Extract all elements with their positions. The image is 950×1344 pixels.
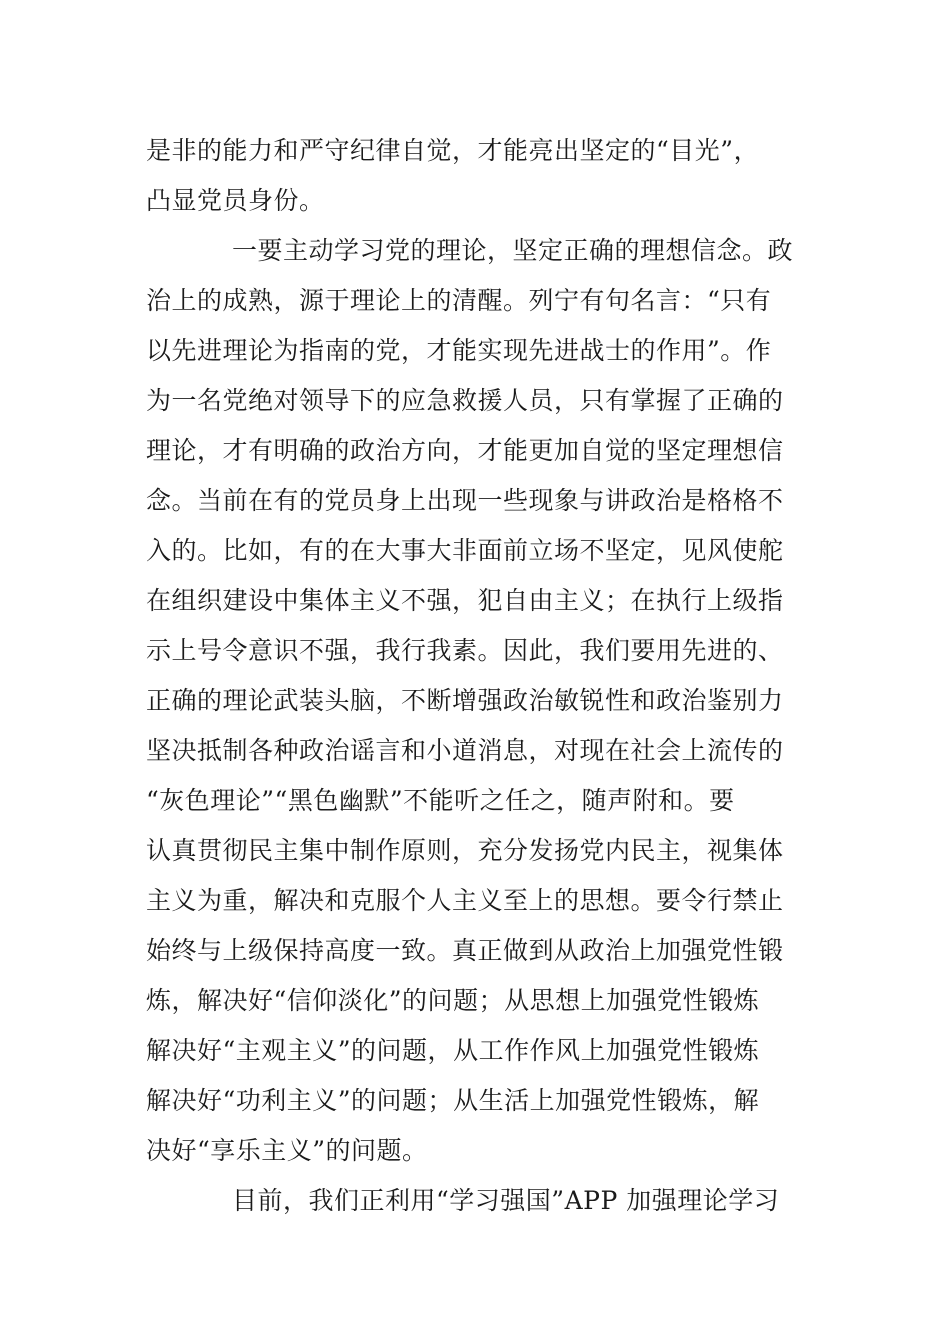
text-line: 决好“享乐主义”的问题。 — [146, 1136, 428, 1165]
text-line: 以先进理论为指南的党，才能实现先进战士的作用”。作 — [146, 336, 772, 365]
text-line: 解决好“功利主义”的问题；从生活上加强党性锻炼，解 — [146, 1086, 760, 1115]
text-line: 主义为重，解决和克服个人主义至上的思想。要令行禁止 — [146, 886, 784, 915]
text-line: “灰色理论”“黑色幽默”不能听之任之，随声附和。要 — [146, 786, 735, 815]
text-line: 始终与上级保持高度一致。真正做到从政治上加强党性锻 — [146, 936, 784, 965]
text-line: 是非的能力和严守纪律自觉，才能亮出坚定的“目光”， — [146, 136, 760, 165]
paragraph-start-line: 目前，我们正利用“学习强国”APP 加强理论学习 — [232, 1186, 780, 1215]
text-line: 炼，解决好“信仰淡化”的问题；从思想上加强党性锻炼 — [146, 986, 760, 1015]
text-line: 认真贯彻民主集中制作原则，充分发扬党内民主，视集体 — [146, 836, 784, 865]
text-line: 理论，才有明确的政治方向，才能更加自觉的坚定理想信 — [146, 436, 784, 465]
text-line: 入的。比如，有的在大事大非面前立场不坚定，见风使舵 — [146, 536, 784, 565]
text-line: 为一名党绝对领导下的应急救援人员，只有掌握了正确的 — [146, 386, 784, 415]
text-line: 示上号令意识不强，我行我素。因此，我们要用先进的、 — [146, 636, 784, 665]
text-line: 念。当前在有的党员身上出现一些现象与讲政治是格格不 — [146, 486, 784, 515]
text-line: 在组织建设中集体主义不强，犯自由主义；在执行上级指 — [146, 586, 784, 615]
text-line: 正确的理论武装头脑，不断增强政治敏锐性和政治鉴别力 — [146, 686, 784, 715]
text-line: 凸显党员身份。 — [146, 186, 325, 215]
text-line: 解决好“主观主义”的问题，从工作作风上加强党性锻炼 — [146, 1036, 760, 1065]
body-text — [146, 126, 816, 1226]
paragraph-start-line: 一要主动学习党的理论，坚定正确的理想信念。政 — [232, 236, 794, 265]
text-line: 坚决抵制各种政治谣言和小道消息，对现在社会上流传的 — [146, 736, 784, 765]
text-line: 治上的成熟，源于理论上的清醒。列宁有句名言：“只有 — [146, 286, 772, 315]
